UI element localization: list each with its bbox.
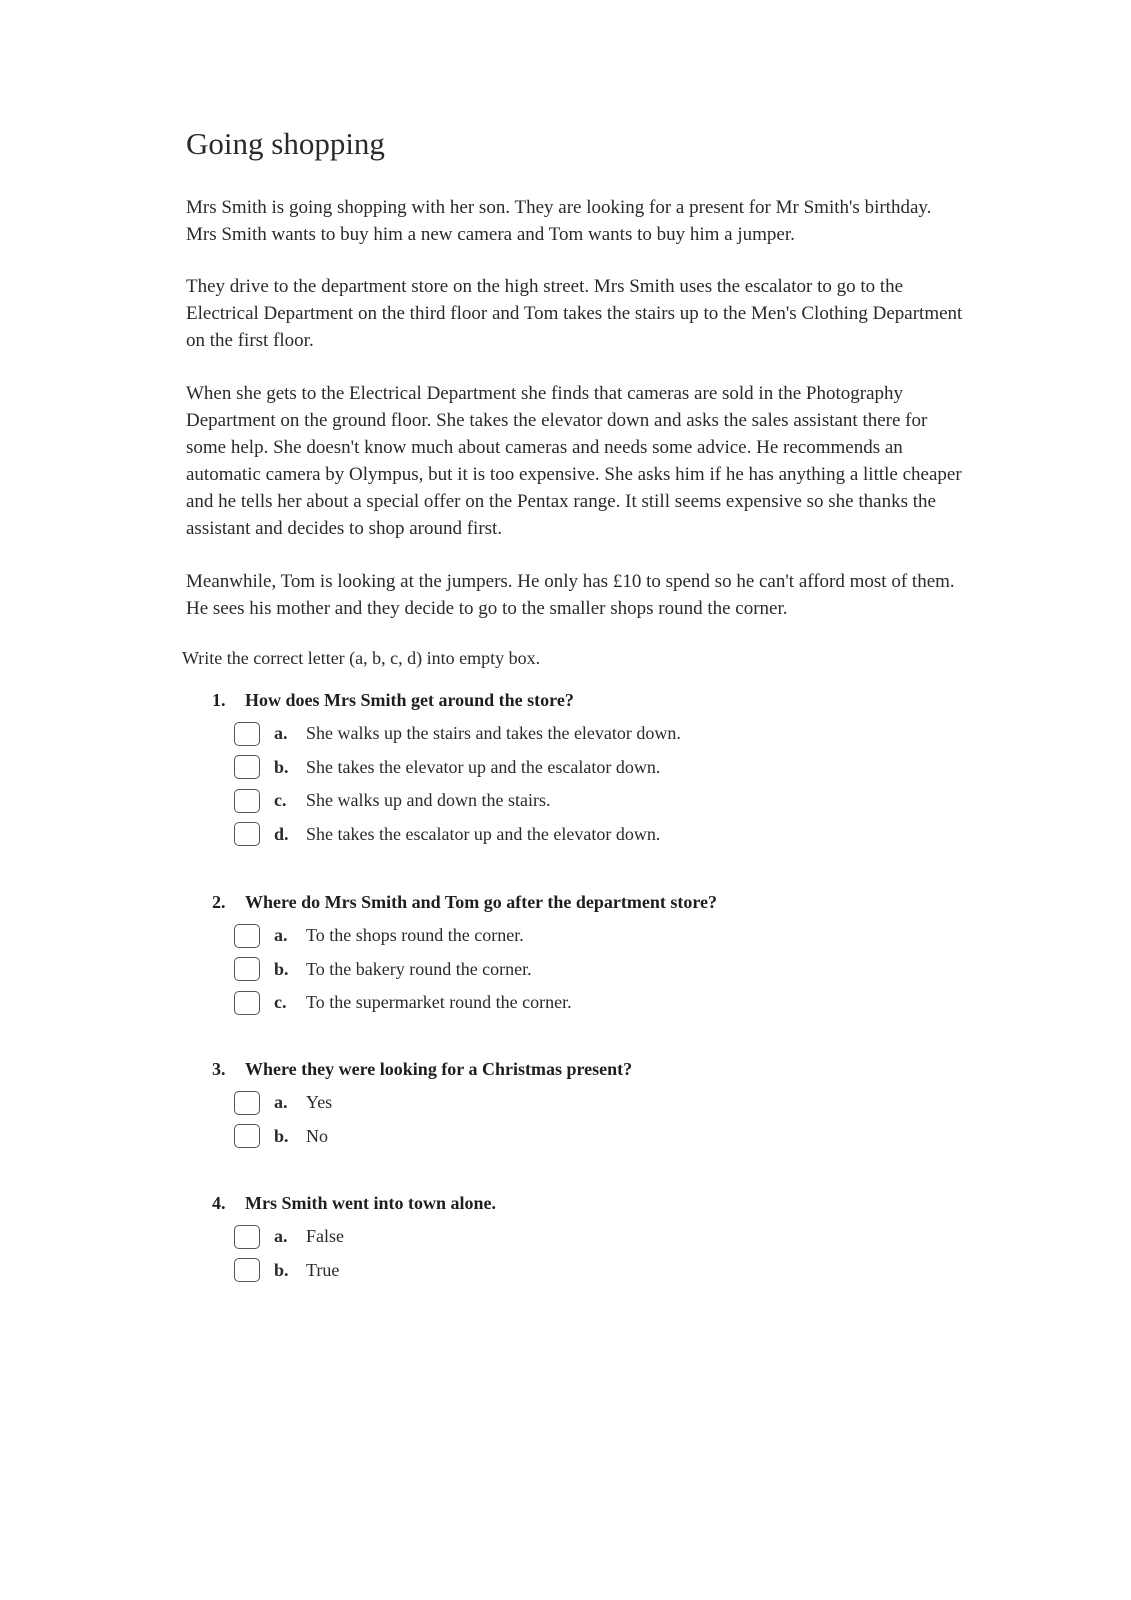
answer-checkbox[interactable]	[234, 755, 260, 779]
option-text: Yes	[306, 1092, 333, 1113]
answer-checkbox[interactable]	[234, 924, 260, 948]
story-paragraph-2: They drive to the department store on the high street. Mrs Smith uses the escalator to go to the Electrical Department on the third floor and Tom takes the stairs up to the Men's Clothing Department on the first floor.	[186, 276, 963, 351]
answer-option	[234, 717, 972, 751]
story-paragraph-1: Mrs Smith is going shopping with her son. They are looking for a present for Mr Smith's birthday. Mrs Smith wants to buy him a new camera and Tom wants to buy him a jumper.	[186, 197, 932, 245]
answer-option	[234, 818, 972, 852]
answer-option	[234, 986, 972, 1020]
question-1	[212, 687, 972, 851]
answer-checkbox[interactable]	[234, 957, 260, 981]
option-text: No	[306, 1125, 328, 1146]
option-text: To the bakery round the corner.	[306, 958, 532, 979]
option-letter: b.	[274, 1259, 289, 1280]
option-text: To the shops round the corner.	[306, 925, 524, 946]
option-text: She takes the escalator up and the elevator down.	[306, 823, 661, 844]
option-letter: b.	[274, 1125, 289, 1146]
question-heading	[212, 889, 972, 915]
option-letter: c.	[274, 790, 287, 811]
option-text: She takes the elevator up and the escalator down.	[306, 756, 661, 777]
option-text: She walks up the stairs and takes the elevator down.	[306, 723, 681, 744]
option-text: False	[306, 1226, 344, 1247]
option-letter: d.	[274, 823, 289, 844]
answer-option	[234, 1254, 972, 1288]
answer-checkbox[interactable]	[234, 722, 260, 746]
option-letter: b.	[274, 958, 289, 979]
story-paragraph-4: Meanwhile, Tom is looking at the jumpers. He only has £10 to spend so he can't afford most of them. He sees his mother and they decide to go to the smaller shops round the corner.	[186, 571, 955, 619]
instruction-text: Write the correct letter (a, b, c, d) into empty box.	[182, 648, 541, 668]
question-number: 3.	[212, 1059, 226, 1079]
option-letter: a.	[274, 925, 288, 946]
question-heading	[212, 1190, 972, 1216]
answer-checkbox[interactable]	[234, 822, 260, 846]
answer-option	[234, 1120, 972, 1154]
question-3	[212, 1056, 972, 1153]
answer-checkbox[interactable]	[234, 991, 260, 1015]
question-heading	[212, 687, 972, 713]
question-text: Where do Mrs Smith and Tom go after the department store?	[245, 892, 717, 912]
question-2	[212, 889, 972, 1020]
question-number: 4.	[212, 1193, 226, 1213]
answer-checkbox[interactable]	[234, 789, 260, 813]
option-text: To the supermarket round the corner.	[306, 992, 572, 1013]
option-letter: a.	[274, 1226, 288, 1247]
option-letter: c.	[274, 992, 287, 1013]
answer-option	[234, 919, 972, 953]
option-letter: a.	[274, 1092, 288, 1113]
answer-option	[234, 953, 972, 987]
option-text: True	[306, 1259, 340, 1280]
answer-option	[234, 784, 972, 818]
answer-option	[234, 1220, 972, 1254]
story-paragraph-3: When she gets to the Electrical Department she finds that cameras are sold in the Photography Department on the ground floor. She takes the elevator down and asks the sales assistant there for some help. She doesn't know much about cameras and needs some advice. He recommends an automatic camera by Olympus, but it is too expensive. She asks him if he has anything a little cheaper and he tells her about a special offer on the Pentax range. It still seems expensive so she thanks the assistant and decides to shop around first.	[186, 383, 962, 539]
answer-checkbox[interactable]	[234, 1124, 260, 1148]
question-number: 2.	[212, 892, 226, 912]
question-text: Mrs Smith went into town alone.	[245, 1193, 496, 1213]
option-letter: b.	[274, 756, 289, 777]
question-number: 1.	[212, 690, 226, 710]
option-text: She walks up and down the stairs.	[306, 790, 551, 811]
question-4	[212, 1190, 972, 1287]
answer-checkbox[interactable]	[234, 1225, 260, 1249]
answer-checkbox[interactable]	[234, 1258, 260, 1282]
question-heading	[212, 1056, 972, 1082]
answer-option	[234, 1086, 972, 1120]
question-text: How does Mrs Smith get around the store?	[245, 690, 574, 710]
answer-option	[234, 751, 972, 785]
answer-checkbox[interactable]	[234, 1091, 260, 1115]
question-text: Where they were looking for a Christmas present?	[245, 1059, 633, 1079]
page-title: Going shopping	[186, 126, 385, 161]
option-letter: a.	[274, 723, 288, 744]
